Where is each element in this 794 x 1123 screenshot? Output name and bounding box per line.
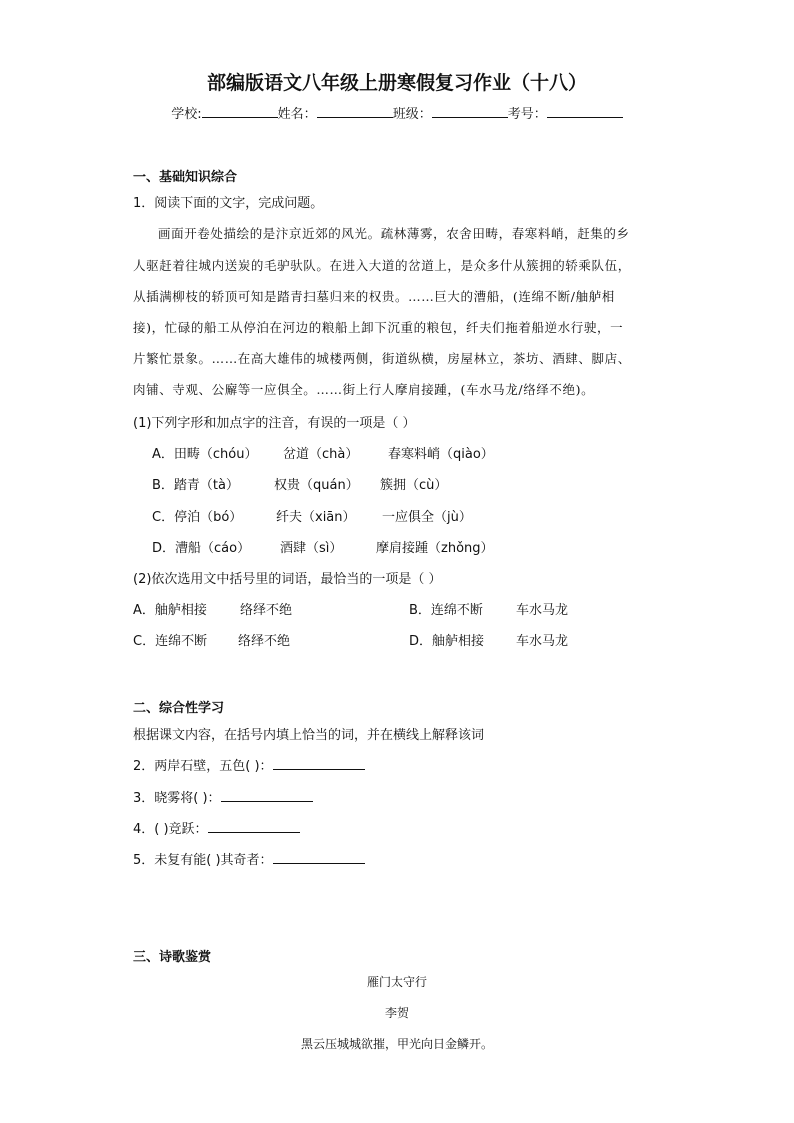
fill-item-text: 5．未复有能( )其奇者：: [133, 853, 273, 868]
choice-d-1[interactable]: D．舳舻相接: [409, 634, 485, 649]
option-a-3: 春寒料峭（qiào）: [388, 447, 494, 462]
sub-question-1: (1)下列字形和加点字的注音，有误的一项是（ ）: [133, 416, 416, 431]
choice-c-2: 络绎不绝: [238, 634, 291, 649]
class-label: 班级：: [392, 107, 432, 122]
option-d-3: 摩肩接踵（zhǒng）: [376, 541, 494, 556]
option-d-1[interactable]: D．漕船（cáo）: [152, 541, 251, 556]
answer-blank[interactable]: [273, 850, 365, 864]
answer-blank[interactable]: [208, 819, 300, 833]
option-a-2: 岔道（chà）: [283, 447, 359, 462]
fill-item: [133, 755, 365, 774]
option-c-2: 纤夫（xiān）: [276, 510, 356, 525]
number-label: 考号：: [507, 107, 547, 122]
option-a-1[interactable]: A．田畴（chóu）: [152, 447, 258, 462]
answer-blank[interactable]: [221, 788, 313, 802]
option-b-1[interactable]: B．踏青（tà）: [152, 478, 239, 493]
section3-heading: 三、诗歌鉴赏: [133, 950, 212, 965]
choice-a-1[interactable]: A．舳舻相接: [133, 603, 207, 618]
name-blank[interactable]: [317, 103, 393, 118]
fill-item-text: 4．( )竞跃：: [133, 822, 208, 837]
choice-d-2: 车水马龙: [516, 634, 569, 649]
fill-item: [133, 787, 313, 806]
option-c-1[interactable]: C．停泊（bó）: [152, 510, 243, 525]
section1-heading: 一、基础知识综合: [133, 170, 238, 185]
choice-b-1[interactable]: B．连绵不断: [409, 603, 483, 618]
choice-c-1[interactable]: C．连绵不断: [133, 634, 208, 649]
sub-question-2: (2)依次选用文中括号里的词语，最恰当的一项是（ ）: [133, 572, 442, 587]
school-blank[interactable]: [202, 103, 278, 118]
choice-a-2: 络绎不绝: [240, 603, 293, 618]
class-blank[interactable]: [432, 103, 508, 118]
passage-line: 画面开卷处描绘的是汴京近郊的风光。疏林薄雾，农舍田畴，春寒料峭，赶集的乡: [158, 226, 630, 241]
passage-line: 接)，忙碌的船工从停泊在河边的粮船上卸下沉重的粮包，纤夫们拖着船逆水行驶，一: [133, 320, 624, 335]
passage-line: 人驱赶着往城内送炭的毛驴驮队。在进入大道的岔道上，是众多什从簇拥的轿乘队伍，: [133, 258, 631, 273]
option-b-2: 权贵（quán）: [274, 478, 359, 493]
option-d-2: 酒肆（sì）: [280, 541, 343, 556]
passage-line: 片繁忙景象。……在高大雄伟的城楼两侧，街道纵横，房屋林立，茶坊、酒肆、脚店、: [133, 351, 631, 366]
section2-heading: 二、综合性学习: [133, 701, 225, 716]
fill-item: [133, 818, 300, 837]
poem-author: 李贺: [384, 1006, 409, 1020]
answer-blank[interactable]: [273, 756, 365, 770]
name-label: 姓名：: [277, 107, 317, 122]
question-1: 1．阅读下面的文字，完成问题。: [133, 196, 324, 211]
option-c-3: 一应俱全（jù）: [382, 510, 472, 525]
choice-b-2: 车水马龙: [516, 603, 569, 618]
page-title: 部编版语文八年级上册寒假复习作业（十八）: [206, 72, 587, 94]
fill-item: [133, 849, 365, 868]
school-label: 学校:: [171, 107, 202, 122]
poem-line: 黑云压城城欲摧，甲光向日金鳞开。: [300, 1037, 493, 1051]
poem-title: 雁门太守行: [366, 975, 427, 989]
student-info-fields: [0, 103, 794, 122]
passage-line: 从插满柳枝的轿顶可知是踏青扫墓归来的权贵。……巨大的漕船，(连绵不断/舳舻相: [133, 289, 615, 304]
section2-instruction: 根据课文内容，在括号内填上恰当的词，并在横线上解释该词: [133, 728, 485, 743]
passage-line: 肉铺、寺观、公廨等一应俱全。……街上行人摩肩接踵，(车水马龙/络绎不绝)。: [133, 382, 595, 397]
number-blank[interactable]: [547, 103, 623, 118]
fill-item-text: 2．两岸石壁，五色( )：: [133, 759, 273, 774]
fill-item-text: 3．晓雾将( )：: [133, 791, 221, 806]
option-b-3: 簇拥（cù）: [380, 478, 448, 493]
